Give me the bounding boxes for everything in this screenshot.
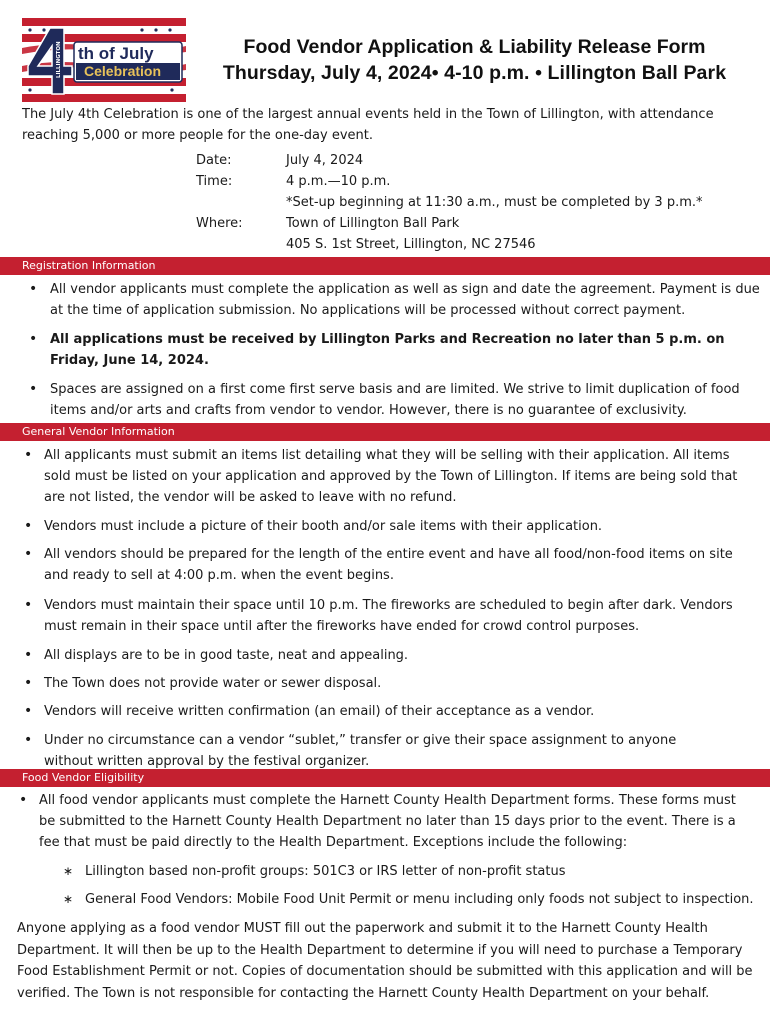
- intro-paragraph: The July 4th Celebration is one of the largest annual events held in the Town of Lillington, with attendance reaching 5,000 or more people for the one-day event.: [22, 107, 714, 143]
- where-value: Town of Lillington Ball Park: [286, 216, 460, 231]
- section-header-general: General Vendor Information: [0, 423, 770, 441]
- section-header-registration: Registration Information: [0, 257, 770, 275]
- list-item: • Vendors must include a picture of their booth and/or sale items with their application.: [24, 518, 603, 534]
- list-item: • Vendors must maintain their space until 10 p.m. The fireworks are scheduled to begin after dark. Vendors must remain in their space until after the fireworks have ended for crowd control purposes.: [24, 597, 733, 634]
- logo-side-text: LILLINGTON: [56, 41, 62, 78]
- logo-top-text: th of July: [78, 44, 154, 63]
- setup-note: *Set-up beginning at 11:30 a.m., must be completed by 3 p.m.*: [286, 195, 703, 210]
- list-item: • All vendors should be prepared for the length of the entire event and have all food/non-food items on site and ready to sell at 4:00 p.m. when the event begins.: [24, 546, 733, 583]
- list-item: • All applicants must submit an items list detailing what they will be selling with their application. All items sold must be listed on your application and approved by the Town of Lillington. If items are being sold that are not listed, the vendor will be asked to leave with no refund.: [24, 447, 738, 505]
- july-4th-logo-graphic: [22, 18, 186, 102]
- page-subtitle: Thursday, July 4, 2024• 4-10 p.m. • Lillington Ball Park: [222, 62, 727, 84]
- date-value: July 4, 2024: [286, 153, 364, 168]
- list-item: • All vendor applicants must complete the application as well as sign and date the agreement. Payment is due at the time of application submission. No applications will be processed without correct payment.: [29, 281, 760, 318]
- list-item: • All food vendor applicants must complete the Harnett County Health Department forms. These forms must be submitted to the Harnett County Health Department no later than 15 days prior to the event. There is a fee that must be paid directly to the Health Department. Exceptions include the following:: [19, 792, 736, 850]
- date-label: Date:: [196, 153, 232, 168]
- list-item: ∗ Lillington based non-profit groups: 501C3 or IRS letter of non-profit status: [63, 864, 566, 879]
- logo-bottom-text: Celebration: [84, 63, 162, 79]
- page-title-block: [192, 34, 757, 86]
- list-item: • Spaces are assigned on a first come first serve basis and are limited. We strive to limit duplication of food items and/or arts and crafts from vendor to vendor. However, there is no guarantee of exclusivity.: [29, 381, 740, 418]
- closing-paragraph: Anyone applying as a food vendor MUST fill out the paperwork and submit it to the Harnett County Health Department. It will then be up to the Health Department to determine if you will need to purchase a Temporary Food Establishment Permit or not. Copies of documentation should be submitted with this application and will be verified. The Town is not responsible for contacting the Harnett County Health Department on your behalf.: [17, 921, 753, 1001]
- section-header-eligibility: Food Vendor Eligibility: [0, 769, 770, 787]
- list-item: • All applications must be received by Lillington Parks and Recreation no later than 5 p.m. on Friday, June 14, 2024.: [29, 331, 725, 368]
- list-item: • All displays are to be in good taste, neat and appealing.: [24, 647, 409, 663]
- event-logo: [22, 18, 186, 102]
- list-item: • Vendors will receive written confirmation (an email) of their acceptance as a vendor.: [24, 703, 595, 719]
- list-item: • Under no circumstance can a vendor “sublet,” transfer or give their space assignment to anyone without written approval by the festival organizer.: [24, 732, 677, 769]
- time-value: 4 p.m.—10 p.m.: [286, 174, 391, 189]
- list-item: • The Town does not provide water or sewer disposal.: [24, 675, 382, 691]
- event-details: [196, 150, 726, 255]
- where-label: Where:: [196, 216, 243, 231]
- list-item: ∗ General Food Vendors: Mobile Food Unit Permit or menu including only foods not subject to inspection.: [63, 892, 754, 907]
- address-value: 405 S. 1st Street, Lillington, NC 27546: [286, 237, 536, 252]
- time-label: Time:: [196, 174, 233, 189]
- page-title: Food Vendor Application & Liability Release Form: [243, 36, 706, 58]
